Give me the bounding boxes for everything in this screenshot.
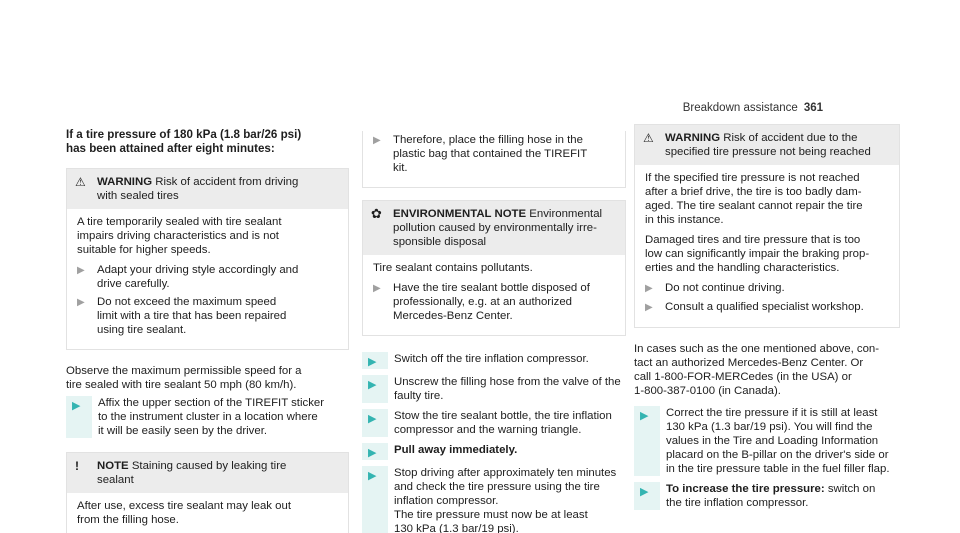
page-number: 361 xyxy=(803,102,823,114)
list-item-text xyxy=(97,263,338,291)
warning-box xyxy=(634,124,900,328)
text-line: kit. xyxy=(393,162,408,174)
list-item-text xyxy=(393,133,615,175)
text-line: tire sealed with tire sealant 50 mph (80 km/h). xyxy=(66,379,297,391)
list-item xyxy=(77,263,338,291)
arrow-icon: ▶ xyxy=(362,409,388,437)
step-item xyxy=(362,466,626,533)
arrow-icon: ▶ xyxy=(634,482,660,510)
text-line: Correct the tire pressure if it is still at least xyxy=(666,407,878,419)
text-line: after a brief drive, the tire is too badly dam- xyxy=(645,186,862,198)
text-line: Adapt your driving style accordingly and xyxy=(97,264,299,276)
text-line: impairs driving characteristics and is not xyxy=(77,230,279,242)
heading-line: If a tire pressure of 180 kPa (1.8 bar/26 psi) xyxy=(66,128,302,141)
step-item xyxy=(634,482,900,510)
section-title: Breakdown assistance xyxy=(682,102,798,114)
step-bold-text: Pull away immediately. xyxy=(394,444,518,456)
step-text xyxy=(388,409,626,437)
list-item xyxy=(645,300,889,315)
env-title-line: Environmental xyxy=(529,208,603,220)
section-heading xyxy=(66,128,349,156)
heading-line: has been attained after eight minutes: xyxy=(66,142,275,155)
text-line: using tire sealant. xyxy=(97,324,187,336)
note-title xyxy=(97,459,286,487)
continued-body xyxy=(363,131,625,187)
warning-box xyxy=(66,168,349,350)
note-title-line: Staining caused by leaking tire xyxy=(131,460,287,472)
list-item-text xyxy=(393,281,615,323)
text-line: A tire temporarily sealed with tire sealant xyxy=(77,216,282,228)
note-box xyxy=(66,452,349,533)
text-line: faulty tire. xyxy=(394,390,444,402)
step-item xyxy=(362,409,626,437)
text-line: values in the Tire and Loading Information xyxy=(666,435,879,447)
list-item-text: Do not continue driving. xyxy=(665,282,785,294)
note-title-line: sealant xyxy=(97,474,134,486)
text-line: The tire pressure must now be at least xyxy=(394,509,588,521)
environmental-note-title xyxy=(393,207,602,249)
column-3 xyxy=(634,124,900,516)
list-item-text xyxy=(97,295,338,337)
warning-title xyxy=(665,131,871,159)
text-line: Tire sealant contains pollutants. xyxy=(373,262,533,274)
step-item xyxy=(66,396,349,438)
arrow-icon: ▶ xyxy=(373,283,381,294)
note-label: NOTE xyxy=(97,460,129,472)
continued-box xyxy=(362,131,626,188)
text-line: the tire inflation compressor. xyxy=(666,497,809,509)
arrow-icon: ▶ xyxy=(645,302,653,313)
step-text xyxy=(388,466,626,533)
step-item xyxy=(634,406,900,476)
note-header xyxy=(67,453,348,493)
text-line: placard on the B-pillar on the driver's side or xyxy=(666,449,889,461)
arrow-icon: ▶ xyxy=(645,283,653,294)
step-text xyxy=(660,482,900,510)
environmental-note-body xyxy=(363,255,625,335)
env-title-line: sponsible disposal xyxy=(393,236,487,248)
text-line: Therefore, place the filling hose in the xyxy=(393,134,583,146)
text-line: professionally, e.g. at an authorized xyxy=(393,296,572,308)
step-item xyxy=(362,443,626,460)
text-line: Affix the upper section of the TIREFIT sticker xyxy=(98,397,325,409)
exclamation-icon: ! xyxy=(75,459,79,473)
text-line: aged. The tire sealant cannot repair the tire xyxy=(645,200,863,212)
text-line: 130 kPa (1.3 bar/19 psi). You will find the xyxy=(666,421,873,433)
text-line: in the tire pressure table in the fuel filler flap. xyxy=(666,463,890,475)
list-item xyxy=(77,295,338,337)
text-line: Damaged tires and tire pressure that is too xyxy=(645,234,861,246)
warning-triangle-icon: ⚠ xyxy=(643,131,654,145)
warning-body xyxy=(67,209,348,349)
text-fragment: switch on xyxy=(824,483,876,495)
text-line: In cases such as the one mentioned above, con- xyxy=(634,343,880,355)
arrow-icon: ▶ xyxy=(362,466,388,533)
text-line: call 1-800-FOR-MERCedes (in the USA) or xyxy=(634,371,852,383)
step-bold-text: To increase the tire pressure: xyxy=(666,483,825,495)
list-item xyxy=(645,281,889,296)
step-text xyxy=(388,375,626,403)
text-line: erties and the handling characteristics. xyxy=(645,262,840,274)
text-line: Stop driving after approximately ten minutes xyxy=(394,467,617,479)
text-line: After use, excess tire sealant may leak out xyxy=(77,500,291,512)
arrow-icon: ▶ xyxy=(362,443,388,460)
text-line: Mercedes-Benz Center. xyxy=(393,310,513,322)
text-line: limit with a tire that has been repaired xyxy=(97,310,287,322)
arrow-icon: ▶ xyxy=(362,375,388,403)
paragraph xyxy=(634,342,900,398)
list-item xyxy=(373,281,615,323)
warning-triangle-icon: ⚠ xyxy=(75,175,86,189)
text-line: Stow the tire sealant bottle, the tire inflation xyxy=(394,410,612,422)
environment-icon: ✿ xyxy=(371,206,382,221)
warning-title-line: Risk of accident due to the xyxy=(723,132,858,144)
warning-text xyxy=(77,215,338,257)
text-line: Switch off the tire inflation compressor. xyxy=(394,353,589,365)
warning-label: WARNING xyxy=(97,176,153,188)
warning-title-line: Risk of accident from driving xyxy=(155,176,299,188)
arrow-icon: ▶ xyxy=(362,352,388,369)
text-line: to the instrument cluster in a location where xyxy=(98,411,318,423)
arrow-icon: ▶ xyxy=(373,135,381,146)
arrow-icon: ▶ xyxy=(77,297,85,308)
arrow-icon: ▶ xyxy=(66,396,92,438)
text-line: in this instance. xyxy=(645,214,724,226)
environmental-note-header xyxy=(363,201,625,255)
column-2 xyxy=(362,131,626,533)
text-line: drive carefully. xyxy=(97,278,170,290)
text-line: tact an authorized Mercedes-Benz Center. Or xyxy=(634,357,864,369)
arrow-icon: ▶ xyxy=(77,265,85,276)
text-line: low can significantly impair the braking prop- xyxy=(645,248,870,260)
step-text xyxy=(92,396,349,438)
text-line: Observe the maximum permissible speed for a xyxy=(66,365,302,377)
page-header xyxy=(683,102,823,114)
warning-header xyxy=(67,169,348,209)
warning-header xyxy=(635,125,899,165)
text-line: and check the tire pressure using the tire xyxy=(394,481,600,493)
environmental-note-box xyxy=(362,200,626,336)
text-line: Unscrew the filling hose from the valve of the xyxy=(394,376,621,388)
env-title-line: pollution caused by environmentally irre- xyxy=(393,222,597,234)
step-text xyxy=(388,352,626,369)
environmental-note-label: ENVIRONMENTAL NOTE xyxy=(393,208,527,220)
list-item-text: Consult a qualified specialist workshop. xyxy=(665,301,864,313)
text-line: plastic bag that contained the TIREFIT xyxy=(393,148,588,160)
text-line: suitable for higher speeds. xyxy=(77,244,211,256)
step-text xyxy=(660,406,900,476)
arrow-icon: ▶ xyxy=(634,406,660,476)
warning-title xyxy=(97,175,298,203)
warning-title-line: specified tire pressure not being reached xyxy=(665,146,871,158)
text-line: 130 kPa (1.3 bar/19 psi). xyxy=(394,523,519,533)
column-1 xyxy=(66,128,349,533)
warning-title-line: with sealed tires xyxy=(97,190,179,202)
text-line: If the specified tire pressure is not reached xyxy=(645,172,860,184)
note-body xyxy=(67,493,348,533)
text-line: compressor and the warning triangle. xyxy=(394,424,582,436)
step-item xyxy=(362,375,626,403)
warning-text xyxy=(645,171,889,227)
text-line: from the filling hose. xyxy=(77,514,179,526)
text-line: Have the tire sealant bottle disposed of xyxy=(393,282,590,294)
warning-label: WARNING xyxy=(665,132,721,144)
warning-body xyxy=(635,165,899,327)
paragraph xyxy=(66,364,349,392)
warning-text xyxy=(645,233,889,275)
step-text xyxy=(388,443,626,460)
text-line: 1-800-387-0100 (in Canada). xyxy=(634,385,781,397)
text-line: it will be easily seen by the driver. xyxy=(98,425,268,437)
text-line: inflation compressor. xyxy=(394,495,499,507)
list-item xyxy=(373,133,615,175)
text-line: Do not exceed the maximum speed xyxy=(97,296,277,308)
step-item xyxy=(362,352,626,369)
